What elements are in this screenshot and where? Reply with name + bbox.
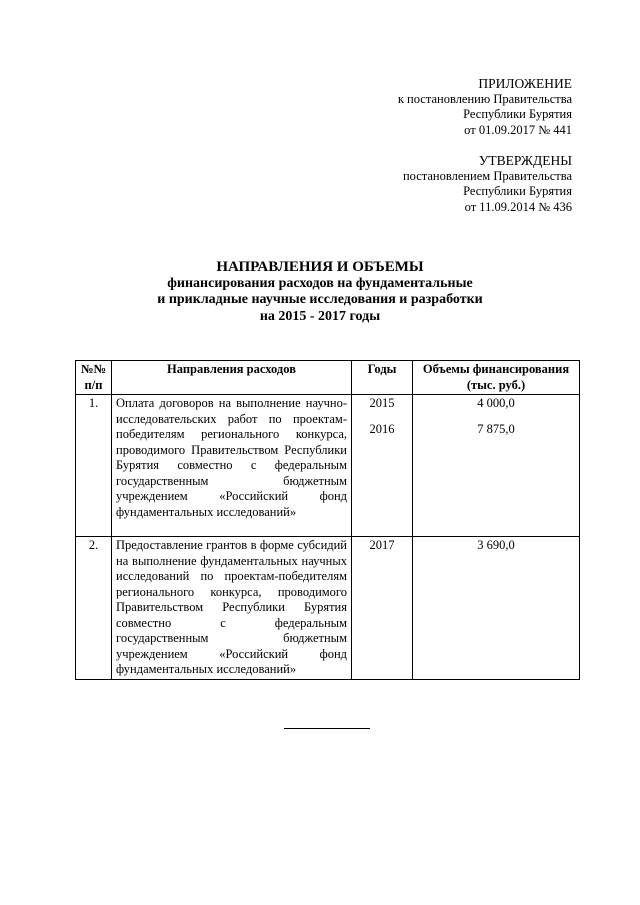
- end-divider: [284, 728, 370, 729]
- row-year: 2017: [369, 538, 395, 552]
- approved-heading: УТВЕРЖДЕНЫ: [478, 153, 572, 168]
- row-amount: 3 690,0: [477, 538, 515, 552]
- row-year: 2015: [369, 396, 395, 410]
- header-number: [76, 361, 112, 395]
- appendix-line: к постановлению Правительства: [397, 91, 572, 106]
- row-direction: Оплата договоров на выполнение научно-исследовательских работ по проектам-победителям регионального конкурса, проводимого Правительством Республики Бурятия совместно с федеральным государственным бюджетным учреждением «Российский фонд фундаментальных исследований»: [112, 395, 352, 537]
- title-line: и прикладные научные исследования и разработки: [157, 292, 483, 307]
- title-line: на 2015 - 2017 годы: [259, 308, 381, 324]
- approved-line: от 11.09.2014 № 436: [464, 199, 572, 214]
- header-number-line: №№: [80, 362, 107, 376]
- row-years: [352, 395, 413, 537]
- appendix-line: от 01.09.2017 № 441: [464, 122, 572, 137]
- appendix-heading: ПРИЛОЖЕНИЕ: [478, 76, 572, 91]
- header-amount-line: (тыс. руб.): [466, 377, 526, 392]
- header-number-line: п/п: [84, 377, 103, 392]
- appendix-block: [398, 76, 572, 138]
- title-line: финансирования расходов на фундаментальные: [167, 275, 473, 291]
- appendix-line: Республики Бурятия: [463, 107, 572, 121]
- document-title: [0, 259, 640, 325]
- funding-table: [75, 360, 580, 680]
- header-amount-line: Объемы финансирования: [422, 362, 570, 376]
- approved-block: [403, 153, 572, 215]
- table-row: [76, 395, 580, 537]
- row-amount: 4 000,0: [477, 396, 515, 410]
- row-years: [352, 537, 413, 680]
- table-row: [76, 537, 580, 680]
- row-direction: Предоставление грантов в форме субсидий на выполнение фундаментальных научных исследований по проектам-победителям регионального конкурса, проводимого Правительством Республики Бурятия совместно с федеральным государственным бюджетным учреждением «Российский фонд фундаментальных исследований»: [112, 537, 352, 680]
- approved-line: постановлением Правительства: [402, 168, 572, 183]
- row-number: 2.: [76, 537, 112, 680]
- header-years: Годы: [352, 361, 413, 395]
- row-year: 2016: [369, 421, 395, 436]
- row-amount: 7 875,0: [477, 421, 515, 436]
- title-line: НАПРАВЛЕНИЯ И ОБЪЕМЫ: [216, 259, 424, 275]
- approved-line: Республики Бурятия: [463, 184, 572, 198]
- header-amount: [413, 361, 580, 395]
- row-amounts: [413, 395, 580, 537]
- header-direction: Направления расходов: [112, 361, 352, 395]
- table-header-row: [76, 361, 580, 395]
- row-amounts: [413, 537, 580, 680]
- row-number: 1.: [76, 395, 112, 537]
